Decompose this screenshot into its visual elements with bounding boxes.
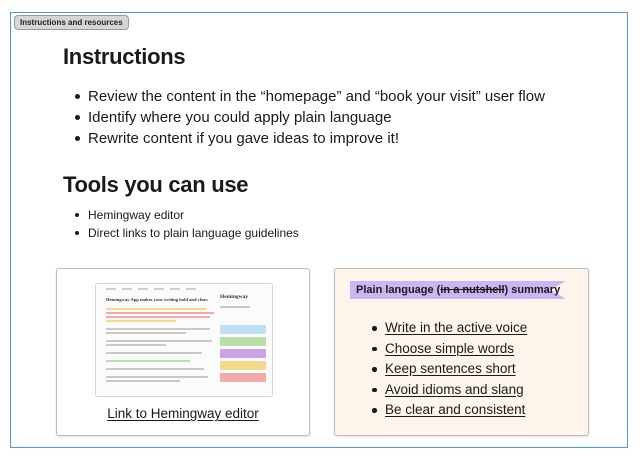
- tool-item: Hemingway editor: [75, 206, 299, 224]
- summary-item-link[interactable]: Be clear and consistent: [372, 400, 527, 421]
- preview-nav: [106, 288, 196, 290]
- instruction-item: Review the content in the “homepage” and “book your visit” user flow: [75, 86, 545, 107]
- preview-brand: Hemingway: [220, 294, 249, 300]
- summary-list: [372, 318, 527, 421]
- summary-item-link[interactable]: Write in the active voice: [372, 318, 527, 339]
- summary-banner-title: [356, 284, 560, 296]
- summary-item-link[interactable]: Avoid idioms and slang: [372, 380, 527, 401]
- summary-item-link[interactable]: Choose simple words: [372, 339, 527, 360]
- hemingway-preview-image: [95, 283, 273, 397]
- tools-heading: Tools you can use: [63, 172, 249, 197]
- summary-item-link[interactable]: Keep sentences short: [372, 359, 527, 380]
- banner-struck-text: in a nutshell: [440, 284, 505, 296]
- hemingway-editor-link[interactable]: Link to Hemingway editor: [107, 406, 259, 421]
- instructions-heading: Instructions: [63, 44, 186, 69]
- banner-prefix: Plain language (: [356, 284, 441, 296]
- tools-list: [75, 206, 299, 242]
- instruction-item: Rewrite content if you gave ideas to improve it!: [75, 128, 545, 149]
- hemingway-card[interactable]: [56, 268, 310, 436]
- preview-sidebar: [220, 288, 266, 382]
- preview-heading: Hemingway App makes your writing bold and clear.: [106, 297, 209, 302]
- instruction-item: Identify where you could apply plain language: [75, 107, 545, 128]
- instructions-list: [75, 86, 545, 149]
- frame-label[interactable]: Instructions and resources: [14, 15, 129, 30]
- banner-suffix: ) summary: [504, 284, 561, 296]
- tool-item: Direct links to plain language guidelines: [75, 224, 299, 242]
